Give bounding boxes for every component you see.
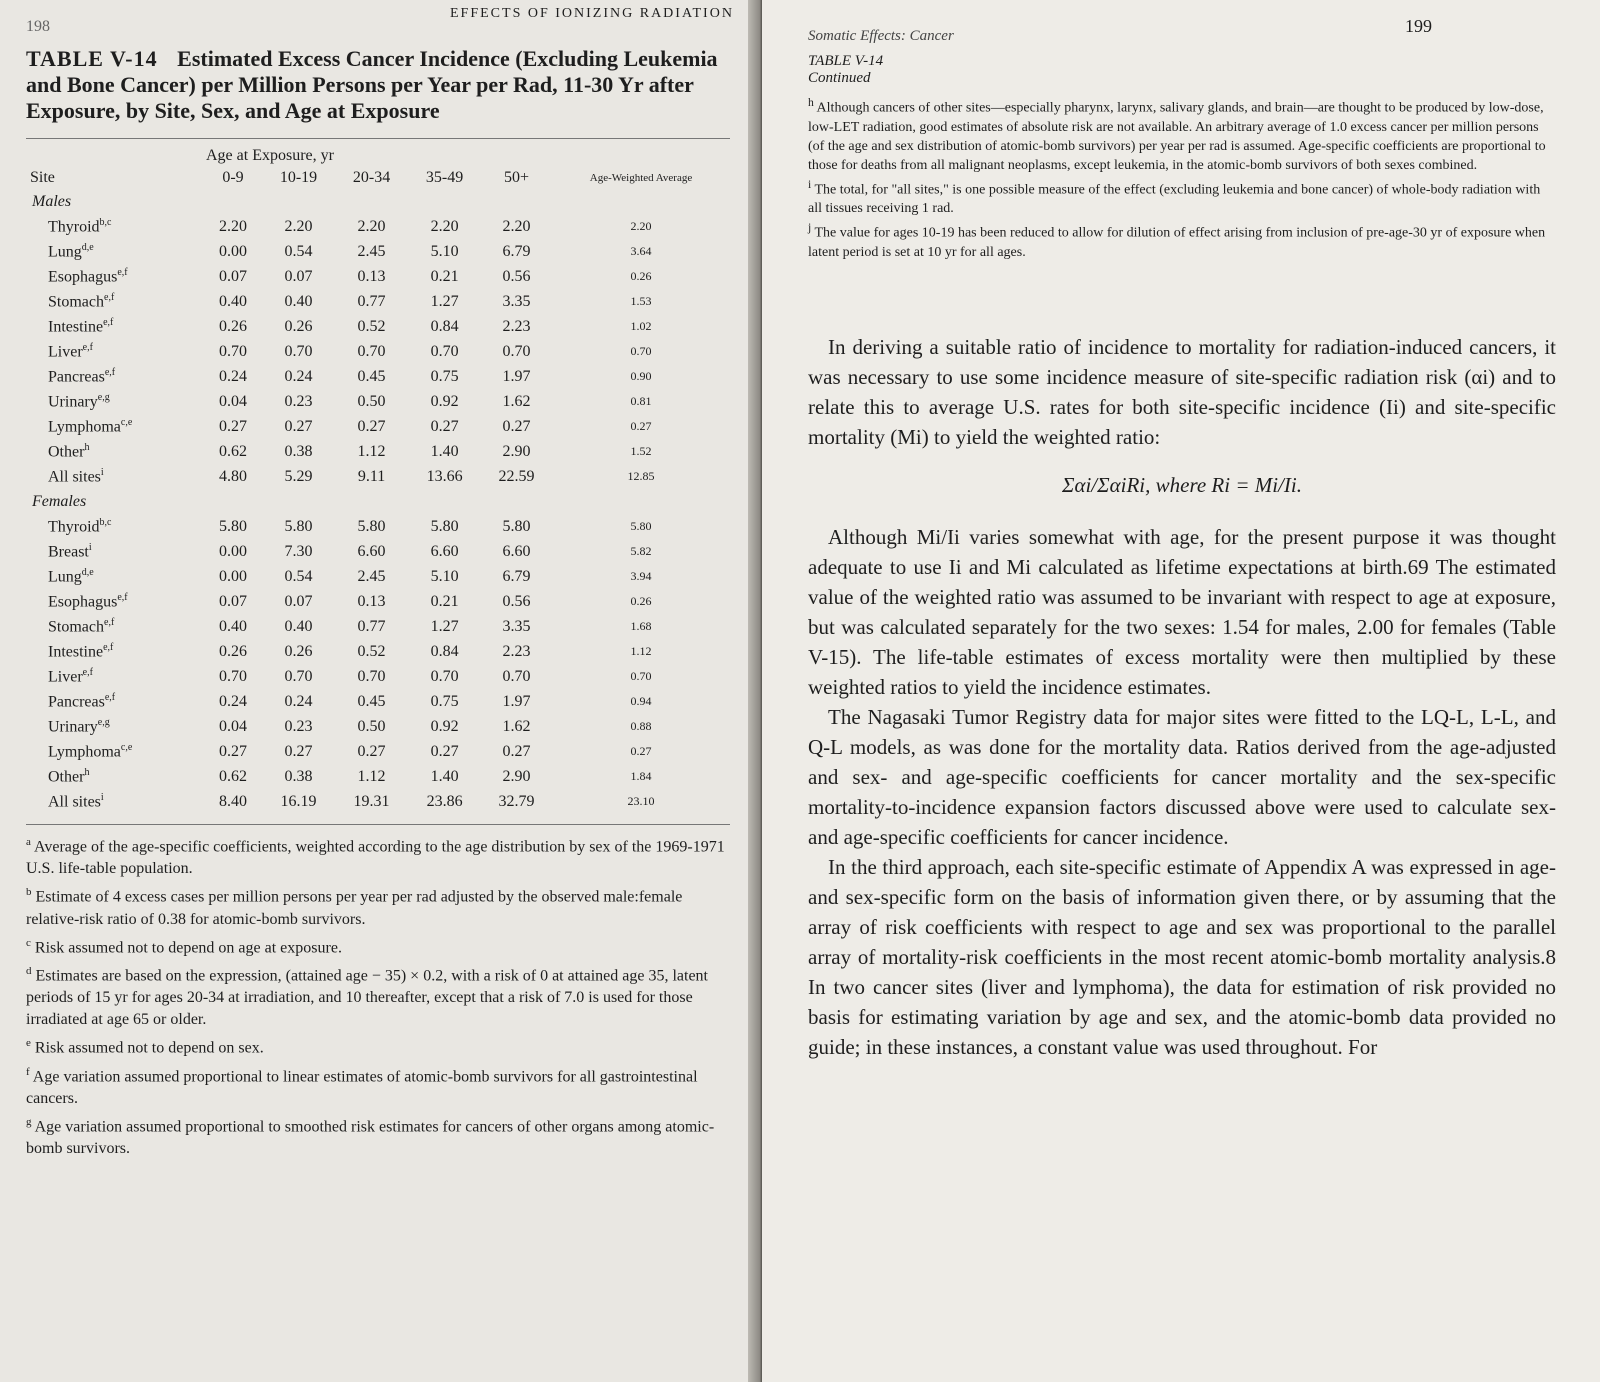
value-cell: 0.70: [219, 667, 247, 685]
value-cell: 1.27: [430, 617, 459, 635]
value-cell: 0.54: [284, 567, 313, 585]
value-cell: 0.38: [284, 442, 313, 460]
value-cell: 0.07: [284, 592, 313, 610]
site-cell: Stomach$^{e,f}$: [48, 616, 115, 636]
footnote-ref: e,f: [104, 291, 115, 303]
value-cell: 0.56: [502, 592, 531, 610]
value-cell: 2.20: [357, 217, 386, 235]
age-column-header: 35-49: [425, 169, 464, 186]
page-number-right: 199: [1405, 16, 1432, 36]
table-row: [26, 764, 730, 789]
table-row: [26, 389, 730, 414]
value-cell: 0.07: [219, 267, 247, 285]
value-cell: 0.40: [219, 292, 247, 310]
footnote-mark: f: [26, 1065, 30, 1078]
table-row: [26, 214, 730, 239]
value-cell: 0.38: [284, 767, 313, 785]
value-cell: 2.45: [357, 242, 386, 260]
weighted-ratio-formula: Σαi/ΣαiRi, where Ri = Mi/Ii.: [1061, 472, 1303, 497]
value-cell: 0.26: [219, 317, 247, 335]
value-cell: 2.45: [357, 567, 386, 585]
footnote-text: The value for ages 10-19 has been reduced to allow for dilution of effect arising from inclusion of pre-age-30 yr of exposure when latent period is set at 10 yr for all ages.: [808, 225, 1546, 260]
paragraph-2: Although Mi/Ii varies somewhat with age, for the present purpose it was thought adequate to use Ii and Mi calculated as lifetime expectations at birth.69 The estimated value of the weighted ratio was assumed to be invariant with respect to age at exposure, but was calculated separately for the two sexes: 1.54 for males, 2.00 for females (Table V-15). The life-table estimates of excess mortality were then multiplied by these weighted ratios to yield the incidence estimates.: [808, 524, 1556, 699]
value-cell: 0.84: [430, 642, 459, 660]
avg-column-header: Age-Weighted Average: [589, 172, 693, 184]
value-cell: 0.92: [430, 717, 459, 735]
site-cell: Liver$^{e,f}$: [48, 341, 93, 361]
value-cell: 13.66: [426, 467, 463, 485]
footnote: [26, 960, 730, 1031]
value-cell: 6.60: [502, 542, 531, 560]
footnote-ref: i: [88, 541, 92, 553]
value-cell: 6.60: [357, 542, 386, 560]
table-row: [26, 514, 730, 539]
females-section-row: [26, 489, 730, 514]
site-cell: Liver$^{e,f}$: [48, 666, 93, 686]
site-cell: Other$^h$: [48, 766, 90, 786]
table-body: [26, 189, 730, 814]
left-page: [0, 0, 758, 1382]
footnote-mark: d: [26, 964, 32, 977]
table-row: [26, 464, 730, 489]
footnote-ref: b,c: [99, 216, 112, 228]
value-cell: 5.80: [284, 517, 313, 535]
table-row: [26, 339, 730, 364]
age-column-header: 20-34: [352, 169, 391, 186]
females-section-label: Females: [32, 492, 87, 510]
value-cell: 5.10: [430, 567, 459, 585]
site-column-header: Site: [30, 169, 55, 186]
avg-cell: 0.27: [630, 744, 652, 758]
avg-cell: 3.94: [630, 569, 652, 583]
value-cell: 0.70: [219, 342, 247, 360]
footnote-ref: h: [84, 441, 90, 453]
footnote-ref: i: [100, 791, 104, 803]
value-cell: 6.79: [502, 242, 531, 260]
footnote-ref: i: [100, 466, 104, 478]
value-cell: 0.24: [219, 367, 247, 385]
value-cell: 0.92: [430, 392, 459, 410]
footnote: [26, 881, 730, 930]
footnote-text: Estimates are based on the expression, (attained age − 35) × 0.2, with a risk of 0 at attained age 35, latent periods of 15 yr for ages 20-34 at irradiation, and 10 thereafter, except that a risk of 7.0 is used for those irradiated at age 65 or older.: [26, 967, 708, 1029]
value-cell: 5.80: [502, 517, 531, 535]
footnote-text: Age variation assumed proportional to smoothed risk estimates for cancers of other organs among atomic-bomb survivors.: [26, 1118, 715, 1158]
value-cell: 0.24: [219, 692, 247, 710]
table-row: [26, 714, 730, 739]
avg-cell: 1.68: [630, 619, 652, 633]
table-row: [26, 639, 730, 664]
running-head-right: Somatic Effects: Cancer: [808, 28, 954, 44]
body-text: [808, 332, 1556, 1062]
footnote: [26, 932, 730, 959]
table-row: [26, 614, 730, 639]
site-cell: Stomach$^{e,f}$: [48, 291, 115, 311]
value-cell: 2.23: [502, 642, 531, 660]
value-cell: 0.45: [357, 692, 386, 710]
value-cell: 3.35: [502, 617, 531, 635]
footnote-text: Age variation assumed proportional to linear estimates of atomic-bomb survivors for all gastrointestinal cancers.: [26, 1067, 698, 1107]
footnote-ref: e,g: [97, 716, 110, 728]
avg-cell: 3.64: [630, 244, 652, 258]
table-row: [26, 414, 730, 439]
value-cell: 0.21: [430, 592, 459, 610]
value-cell: 0.70: [430, 667, 459, 685]
table-caption: [26, 46, 730, 124]
table-number: TABLE V-14: [26, 46, 158, 71]
site-cell: Esophagus$^{e,f}$: [48, 266, 128, 286]
avg-cell: 23.10: [627, 794, 655, 808]
avg-cell: 1.02: [630, 319, 652, 333]
footnote-ref: e,f: [117, 266, 128, 278]
footnote-text: The total, for "all sites," is one possible measure of the effect (excluding leukemia and bone cancer) of whole-body radiation with all tissues receiving 1 rad.: [808, 182, 1541, 217]
right-page: [762, 0, 1600, 1382]
table-row: [26, 739, 730, 764]
paragraph-4: In the third approach, each site-specific estimate of Appendix A was expressed in age- and sex-specific form on the basis of information given there, or by assuming that the array of risk coefficients with respect to age and sex was proportional to the parallel array of mortality-risk coefficients in the most recent atomic-bomb mortality analysis.8 In two cancer sites (liver and lymphoma), the data for estimation of risk provided no basis for estimating variation by age and sex, and the atomic-bomb data provided no guide; in these instances, a constant value was used throughout. For: [808, 854, 1556, 1059]
footnote-ref: e,f: [117, 591, 128, 603]
value-cell: 0.27: [502, 417, 531, 435]
table-footnotes-continued: [808, 93, 1556, 262]
value-cell: 0.84: [430, 317, 459, 335]
value-cell: 1.40: [430, 442, 459, 460]
age-column-header: 50+: [504, 169, 530, 186]
table-row: [26, 664, 730, 689]
value-cell: 2.20: [284, 217, 313, 235]
footnote: [26, 1061, 730, 1110]
footnote-ref: h: [84, 766, 90, 778]
footnote: [26, 831, 730, 880]
value-cell: 0.21: [430, 267, 459, 285]
paragraph-3: The Nagasaki Tumor Registry data for major sites were fitted to the LQ-L, L-L, and Q-L models, as was done for the mortality data. Ratios derived from the age-adjusted and sex- and age-specific coefficients for cancer mortality and the sex-specific mortality-to-incidence expansion factors discussed above were used to calculate sex- and age-specific coefficients for cancer incidence.: [808, 704, 1556, 849]
footnote-text: Average of the age-specific coefficients, weighted according to the age distribution by sex of the 1969-1971 U.S. life-table population.: [26, 838, 725, 878]
footnote: [808, 218, 1556, 262]
avg-cell: 5.80: [630, 519, 652, 533]
value-cell: 0.27: [357, 417, 386, 435]
table-row: [26, 589, 730, 614]
footnote-mark: g: [26, 1115, 32, 1128]
table-row: [26, 789, 730, 814]
value-cell: 5.10: [430, 242, 459, 260]
footnote-mark: e: [26, 1037, 31, 1050]
site-cell: Intestine$^{e,f}$: [48, 641, 114, 661]
footnote: [808, 93, 1556, 175]
avg-cell: 1.53: [630, 294, 652, 308]
value-cell: 0.70: [357, 667, 386, 685]
table-row: [26, 689, 730, 714]
value-cell: 1.97: [502, 367, 531, 385]
table-row: [26, 314, 730, 339]
site-cell: Thyroid$^{b,c}$: [48, 216, 112, 236]
avg-cell: 0.70: [630, 669, 652, 683]
value-cell: 0.50: [357, 392, 386, 410]
site-cell: Esophagus$^{e,f}$: [48, 591, 128, 611]
value-cell: 0.26: [284, 317, 313, 335]
footnote-ref: c,e: [120, 416, 133, 428]
value-cell: 2.20: [502, 217, 531, 235]
avg-cell: 0.88: [630, 719, 652, 733]
avg-cell: 0.81: [630, 394, 652, 408]
value-cell: 0.00: [219, 542, 247, 560]
value-cell: 5.80: [219, 517, 247, 535]
footnote-ref: e,f: [104, 366, 116, 378]
site-cell: Intestine$^{e,f}$: [48, 316, 114, 336]
table-continued-number: TABLE V-14: [808, 53, 884, 69]
site-cell: Lung$^{d,e}$: [48, 241, 94, 261]
value-cell: 1.97: [502, 692, 531, 710]
footnote: [808, 175, 1556, 219]
value-cell: 0.26: [284, 642, 313, 660]
value-cell: 0.70: [284, 342, 313, 360]
footnote: [26, 1032, 730, 1059]
site-cell: All sites$^i$: [48, 791, 104, 811]
avg-cell: 12.85: [627, 469, 655, 483]
value-cell: 0.70: [430, 342, 459, 360]
value-cell: 0.00: [219, 567, 247, 585]
footnote-ref: e,f: [103, 316, 114, 328]
avg-cell: 1.84: [630, 769, 652, 783]
site-cell: Other$^h$: [48, 441, 90, 461]
value-cell: 4.80: [219, 467, 247, 485]
value-cell: 0.07: [284, 267, 313, 285]
value-cell: 0.40: [284, 292, 313, 310]
value-cell: 0.70: [502, 667, 531, 685]
value-cell: 0.00: [219, 242, 247, 260]
avg-cell: 0.26: [630, 269, 652, 283]
value-cell: 0.24: [284, 692, 313, 710]
paragraph-1: In deriving a suitable ratio of incidence to mortality for radiation-induced cancers, it was necessary to use some incidence measure of site-specific radiation risk (αi) and to relate this to average U.S. rates for both site-specific incidence (Ii) and site-specific mortality (Mi) to yield the weighted ratio:: [808, 334, 1556, 449]
value-cell: 0.04: [219, 717, 247, 735]
footnote-ref: d,e: [81, 566, 94, 578]
footnote-ref: e,g: [97, 391, 110, 403]
footnote-mark: i: [808, 177, 812, 191]
table-top-rule: [26, 138, 730, 139]
value-cell: 0.45: [357, 367, 386, 385]
value-cell: 2.23: [502, 317, 531, 335]
value-cell: 32.79: [498, 792, 535, 810]
value-cell: 0.27: [357, 742, 386, 760]
table-row: [26, 564, 730, 589]
footnote-ref: e,f: [82, 666, 93, 678]
footnote: [26, 1111, 730, 1160]
age-group-header: Age at Exposure, yr: [206, 147, 334, 164]
column-header-row: [26, 167, 730, 189]
value-cell: 0.56: [502, 267, 531, 285]
avg-cell: 0.27: [630, 419, 652, 433]
value-cell: 5.80: [357, 517, 386, 535]
value-cell: 0.70: [357, 342, 386, 360]
footnote-ref: e,f: [104, 691, 116, 703]
value-cell: 0.13: [357, 592, 386, 610]
value-cell: 16.19: [280, 792, 317, 810]
value-cell: 23.86: [426, 792, 463, 810]
value-cell: 0.62: [219, 767, 247, 785]
table-row: [26, 439, 730, 464]
table-footnotes: [26, 824, 730, 1160]
value-cell: 0.27: [219, 417, 247, 435]
value-cell: 0.75: [430, 692, 459, 710]
site-cell: Pancreas$^{e,f}$: [48, 366, 116, 386]
footnote-text: Risk assumed not to depend on sex.: [30, 1039, 264, 1057]
table-continued-label: [808, 53, 1556, 87]
value-cell: 22.59: [498, 467, 535, 485]
running-head-left: EFFECTS OF IONIZING RADIATION: [450, 6, 734, 21]
value-cell: 2.90: [502, 442, 531, 460]
value-cell: 2.20: [430, 217, 459, 235]
value-cell: 8.40: [219, 792, 247, 810]
footnote-ref: e,f: [103, 641, 114, 653]
value-cell: 0.26: [219, 642, 247, 660]
avg-cell: 0.94: [630, 694, 652, 708]
footnote-mark: j: [808, 221, 812, 235]
value-cell: 0.54: [284, 242, 313, 260]
table-row: [26, 289, 730, 314]
footnote-text: Risk assumed not to depend on age at exposure.: [30, 938, 342, 956]
value-cell: 0.40: [219, 617, 247, 635]
value-cell: 1.12: [357, 442, 386, 460]
value-cell: 0.70: [284, 667, 313, 685]
footnote-ref: e,f: [82, 341, 93, 353]
value-cell: 6.79: [502, 567, 531, 585]
incidence-table: [26, 145, 730, 814]
site-cell: All sites$^i$: [48, 466, 104, 486]
value-cell: 1.62: [502, 392, 531, 410]
footnote-ref: d,e: [81, 241, 94, 253]
value-cell: 0.23: [284, 392, 313, 410]
table-row: [26, 539, 730, 564]
footnote-text: Estimate of 4 excess cases per million persons per year per rad adjusted by the observed male:female relative-risk ratio of 0.38 for atomic-bomb survivors.: [26, 888, 683, 928]
value-cell: 1.62: [502, 717, 531, 735]
value-cell: 0.27: [284, 742, 313, 760]
value-cell: 1.27: [430, 292, 459, 310]
value-cell: 0.04: [219, 392, 247, 410]
value-cell: 5.80: [430, 517, 459, 535]
footnote-ref: e,f: [104, 616, 115, 628]
site-cell: Breast$^i$: [48, 541, 92, 561]
table-row: [26, 264, 730, 289]
age-column-header: 10-19: [279, 169, 318, 186]
value-cell: 0.27: [219, 742, 247, 760]
footnote-mark: b: [26, 886, 32, 899]
avg-cell: 5.82: [630, 544, 652, 558]
value-cell: 5.29: [284, 467, 313, 485]
site-cell: Lymphoma$^{c,e}$: [48, 416, 133, 436]
value-cell: 0.50: [357, 717, 386, 735]
table-title: Estimated Excess Cancer Incidence (Excluding Leukemia and Bone Cancer) per Million Persons per Year per Rad, 11-30 Yr after Exposure, by Site, Sex, and Age at Exposure: [26, 46, 718, 123]
table-row: [26, 239, 730, 264]
value-cell: 1.12: [357, 767, 386, 785]
value-cell: 0.13: [357, 267, 386, 285]
site-cell: Urinary$^{e,g}$: [48, 716, 110, 736]
page-number-left: 198: [26, 18, 50, 35]
value-cell: 19.31: [353, 792, 390, 810]
value-cell: 0.62: [219, 442, 247, 460]
value-cell: 0.23: [284, 717, 313, 735]
footnote-ref: c,e: [120, 741, 133, 753]
value-cell: 0.77: [357, 292, 386, 310]
value-cell: 0.70: [502, 342, 531, 360]
value-cell: 9.11: [357, 467, 386, 485]
value-cell: 0.77: [357, 617, 386, 635]
value-cell: 0.75: [430, 367, 459, 385]
value-cell: 0.52: [357, 317, 386, 335]
value-cell: 2.90: [502, 767, 531, 785]
footnote-mark: a: [26, 836, 31, 848]
footnote-mark: c: [26, 936, 31, 949]
value-cell: 6.60: [430, 542, 459, 560]
avg-cell: 0.70: [630, 344, 652, 358]
table-continued-sub: Continued: [808, 70, 871, 86]
avg-cell: 2.20: [630, 219, 652, 233]
avg-cell: 1.52: [630, 444, 652, 458]
value-cell: 3.35: [502, 292, 531, 310]
age-column-header: 0-9: [222, 169, 244, 186]
value-cell: 0.24: [284, 367, 313, 385]
footnote-ref: b,c: [99, 516, 112, 528]
site-cell: Pancreas$^{e,f}$: [48, 691, 116, 711]
value-cell: 0.27: [430, 742, 459, 760]
value-cell: 0.27: [430, 417, 459, 435]
site-cell: Lymphoma$^{c,e}$: [48, 741, 133, 761]
footnote-text: Although cancers of other sites—especially pharynx, larynx, salivary glands, and brain—are thought to be produced by low-dose, low-LET radiation, good estimates of absolute risk are not available. An arbitrary average of 1.0 excess cancer per million persons (of the age and sex distribution of atomic-bomb survivors) per year per rad is assumed. Age-specific coefficients are proportional to those for deaths from all malignant neoplasms, except leukemia, in the atomic-bomb survivors of both sexes combined.: [808, 100, 1546, 173]
table-row: [26, 364, 730, 389]
males-section-label: Males: [32, 192, 72, 210]
value-cell: 2.20: [219, 217, 247, 235]
site-cell: Urinary$^{e,g}$: [48, 391, 110, 411]
males-section-row: [26, 189, 730, 214]
value-cell: 0.27: [502, 742, 531, 760]
value-cell: 0.07: [219, 592, 247, 610]
site-cell: Lung$^{d,e}$: [48, 566, 94, 586]
footnote-mark: h: [808, 96, 814, 109]
site-cell: Thyroid$^{b,c}$: [48, 516, 112, 536]
value-cell: 7.30: [284, 542, 313, 560]
value-cell: 0.40: [284, 617, 313, 635]
avg-cell: 0.90: [630, 369, 652, 383]
value-cell: 0.27: [284, 417, 313, 435]
value-cell: 1.40: [430, 767, 459, 785]
avg-cell: 1.12: [630, 644, 652, 658]
avg-cell: 0.26: [630, 594, 652, 608]
value-cell: 0.52: [357, 642, 386, 660]
